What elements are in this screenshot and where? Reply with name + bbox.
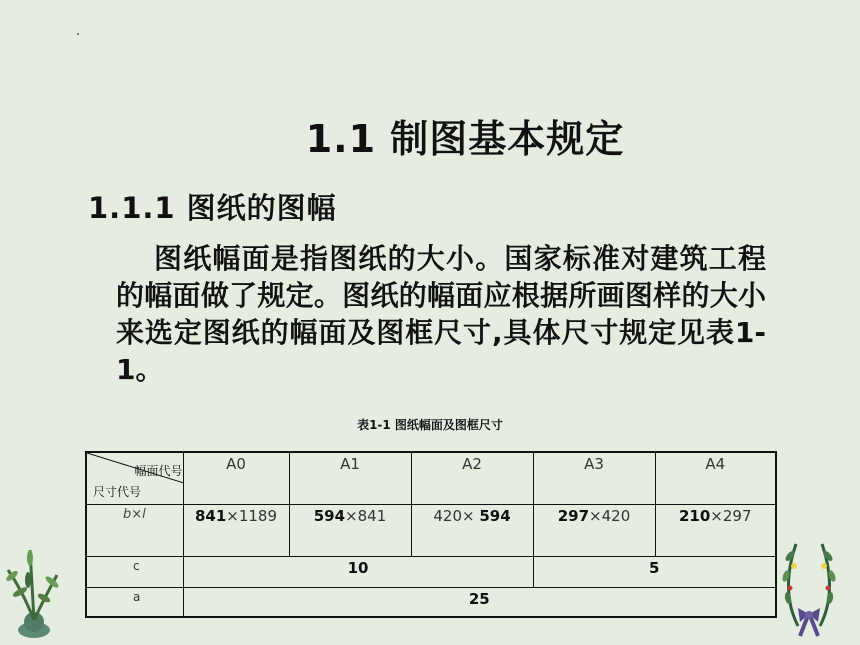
header-a0: A0 (183, 452, 289, 504)
header-a4: A4 (655, 452, 776, 504)
table-row (86, 504, 776, 556)
table-row (86, 587, 776, 617)
cell-bxl-a0: 841×1189 (183, 504, 289, 556)
table-row (86, 452, 776, 504)
body-paragraph: 图纸幅面是指图纸的大小。国家标准对建筑工程的幅面做了规定。图纸的幅面应根据所画图样的大小来选定图纸的幅面及图框尺寸,具体尺寸规定见表1-1。 (116, 242, 766, 386)
bullet-dot (77, 33, 79, 35)
plant-decoration-icon (2, 540, 62, 640)
paper-size-table (85, 451, 777, 618)
wreath-decoration-icon (778, 536, 840, 640)
header-a3: A3 (533, 452, 655, 504)
slide-title: 1.1 制图基本规定 (305, 117, 625, 161)
table-row (86, 556, 776, 587)
table-corner-cell (86, 452, 183, 504)
row-label-a: a (86, 587, 183, 617)
header-a2: A2 (411, 452, 533, 504)
cell-bxl-a3: 297×420 (533, 504, 655, 556)
cell-bxl-a4: 210×297 (655, 504, 776, 556)
section-heading: 1.1.1 图纸的图幅 (88, 191, 337, 225)
cell-a-all: 25 (183, 587, 776, 617)
table-caption: 表1-1 图纸幅面及图框尺寸 (357, 418, 503, 432)
header-a1: A1 (289, 452, 411, 504)
cell-bxl-a2: 420× 594 (411, 504, 533, 556)
corner-label-size-code: 幅面代号 (134, 464, 183, 478)
cell-bxl-a1: 594×841 (289, 504, 411, 556)
row-label-c: c (86, 556, 183, 587)
corner-label-dimension-code: 尺寸代号 (93, 485, 142, 499)
cell-c-a3-a4: 5 (533, 556, 776, 587)
cell-c-a0-a2: 10 (183, 556, 533, 587)
row-label-bxl: b×l (86, 504, 183, 556)
